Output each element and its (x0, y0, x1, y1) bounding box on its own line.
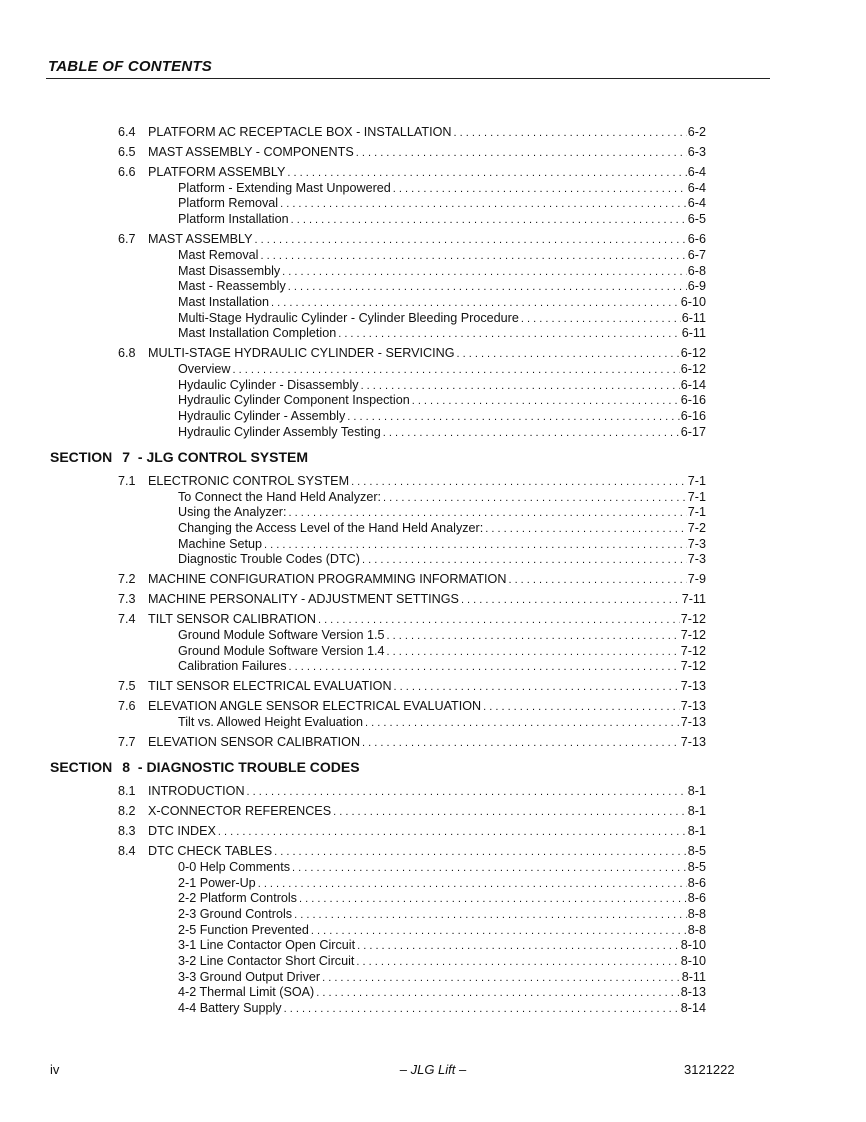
toc-entry-title: 3-3 Ground Output Driver (178, 969, 321, 984)
toc-entry-number: 7.1 (118, 473, 136, 488)
dot-leader (258, 876, 687, 892)
toc-entry-page: 7-12 (680, 643, 706, 658)
toc-entry-title: Diagnostic Trouble Codes (DTC) (178, 552, 360, 567)
toc-entry[interactable] (118, 843, 706, 860)
dot-leader (271, 295, 680, 311)
toc-entry-number: 8.2 (118, 804, 136, 819)
toc-subentry[interactable] (178, 984, 706, 1001)
dot-leader (361, 378, 680, 394)
toc-entry-page: 7-2 (687, 520, 706, 535)
toc-subentry[interactable] (178, 906, 706, 923)
toc-entry-page: 7-3 (687, 536, 706, 551)
toc-entry-page: 8-11 (681, 969, 706, 984)
toc-entry-title: Hydraulic Cylinder Component Inspection (178, 393, 410, 408)
toc-entry-title: TILT SENSOR ELECTRICAL EVALUATION (148, 679, 392, 694)
toc-entry-page: 8-6 (687, 875, 706, 890)
toc-entry-number: 7.6 (118, 699, 136, 714)
toc-subentry[interactable] (178, 504, 706, 521)
toc-entry-page: 7-9 (687, 572, 706, 587)
toc-entry-title: To Connect the Hand Held Analyzer: (178, 489, 382, 504)
dot-leader (318, 612, 680, 628)
toc-subentry[interactable] (178, 424, 706, 441)
dot-leader (383, 425, 680, 441)
dot-leader (311, 923, 687, 939)
dot-leader (347, 409, 680, 425)
toc-entry[interactable] (118, 803, 706, 820)
dot-leader (247, 784, 687, 800)
toc-subentry[interactable] (178, 859, 706, 876)
dot-leader (289, 505, 687, 521)
toc-entry-page: 7-13 (680, 699, 706, 714)
footer-document-number: 3121222 (684, 1062, 735, 1077)
toc-entry-number: 6.4 (118, 125, 136, 139)
toc-subentry[interactable] (178, 658, 706, 675)
toc-subentry[interactable] (178, 361, 706, 378)
toc-subentry[interactable] (178, 489, 706, 506)
toc-subentry[interactable] (178, 278, 706, 295)
dot-leader (218, 824, 687, 840)
toc-entry-page: 7-1 (687, 505, 706, 520)
toc-subentry[interactable] (178, 180, 706, 197)
dot-leader (387, 628, 680, 644)
toc-entry-title: DTC CHECK TABLES (148, 844, 273, 859)
dot-leader (457, 346, 680, 362)
toc-entry-number: 7.5 (118, 679, 136, 694)
footer-title: – JLG Lift – (399, 1062, 467, 1077)
toc-subentry[interactable] (178, 922, 706, 939)
toc-entry-title: 2-1 Power-Up (178, 875, 256, 890)
toc-entry-title: Multi-Stage Hydraulic Cylinder - Cylinder Bleeding Procedure (178, 310, 519, 325)
toc-subentry[interactable] (178, 551, 706, 568)
toc-entry-page: 8-14 (680, 1001, 706, 1016)
toc-entry-number: 7.2 (118, 572, 136, 587)
toc-entry-number: 8.1 (118, 784, 136, 799)
toc-entry-page: 8-6 (687, 891, 706, 906)
dot-leader (362, 552, 687, 568)
toc-entry[interactable] (118, 231, 706, 248)
dot-leader (351, 474, 687, 490)
toc-entry-number: 8.4 (118, 844, 136, 859)
toc-entry-title: MACHINE CONFIGURATION PROGRAMMING INFORMATION (148, 572, 507, 587)
toc-entry-title: Mast Removal (178, 247, 259, 262)
toc-entry-page: 7-13 (680, 735, 706, 750)
dot-leader (284, 1001, 680, 1017)
dot-leader (294, 907, 687, 923)
toc-entry-title: Mast Installation Completion (178, 326, 337, 341)
toc-entry-title: PLATFORM ASSEMBLY (148, 165, 286, 179)
toc-entry-title: MAST ASSEMBLY (148, 232, 253, 247)
toc-entry-page: 8-13 (680, 985, 706, 1000)
dot-leader (288, 279, 687, 295)
dot-leader (362, 735, 680, 751)
toc-entry-title: Hydaulic Cylinder - Disassembly (178, 377, 359, 392)
toc-entry-page: 8-8 (687, 906, 706, 921)
toc-entry-title: MULTI-STAGE HYDRAULIC CYLINDER - SERVICING (148, 346, 455, 361)
toc-entry-title: 3-2 Line Contactor Short Circuit (178, 954, 355, 968)
toc-entry-number: 6.5 (118, 145, 136, 159)
toc-entry-page: 6-11 (681, 326, 706, 341)
toc-entry-page: 7-12 (680, 612, 706, 627)
section-label: SECTION (50, 759, 113, 776)
toc-entry-page: 6-8 (687, 263, 706, 278)
toc-entry-title: 2-5 Function Prevented (178, 922, 309, 937)
toc-entry-page: 6-12 (680, 362, 706, 376)
toc-entry[interactable] (118, 164, 706, 181)
toc-entry-page: 7-1 (687, 489, 706, 504)
dot-leader (292, 860, 687, 876)
toc-entry-page: 8-1 (687, 784, 706, 799)
toc-entry-title: Overview (178, 362, 231, 376)
dot-leader (260, 248, 686, 264)
toc-subentry[interactable] (178, 1000, 706, 1017)
toc-entry-title: Changing the Access Level of the Hand Held Analyzer: (178, 520, 484, 535)
toc-entry-page: 6-4 (687, 165, 706, 179)
toc-entry-page: 6-17 (680, 424, 706, 439)
toc-entry-number: 7.4 (118, 612, 136, 627)
toc-entry-title: 2-3 Ground Controls (178, 906, 293, 921)
toc-entry[interactable] (118, 698, 706, 715)
toc-entry-title: Hydraulic Cylinder - Assembly (178, 409, 346, 424)
dot-leader (453, 125, 686, 141)
toc-subentry[interactable] (178, 310, 706, 327)
toc-entry-number: 6.6 (118, 165, 136, 179)
toc-entry-title: Ground Module Software Version 1.4 (178, 643, 385, 658)
section-heading (50, 759, 360, 775)
toc-entry-number: 8.3 (118, 824, 136, 839)
dot-leader (287, 165, 686, 181)
toc-entry-title: 4-2 Thermal Limit (SOA) (178, 985, 315, 1000)
dot-leader (289, 659, 680, 675)
toc-entry-title: Mast - Reassembly (178, 279, 286, 294)
toc-subentry[interactable] (178, 247, 706, 264)
toc-entry-title: ELEVATION ANGLE SENSOR ELECTRICAL EVALUATION (148, 699, 482, 714)
toc-entry-page: 6-11 (681, 310, 706, 325)
toc-entry-title: Hydraulic Cylinder Assembly Testing (178, 424, 381, 439)
toc-entry[interactable] (118, 473, 706, 490)
dot-leader (521, 311, 681, 327)
toc-entry[interactable] (118, 571, 706, 588)
toc-subentry[interactable] (178, 627, 706, 644)
toc-entry-page: 6-9 (687, 279, 706, 294)
dot-leader (461, 592, 681, 608)
toc-entry-page: 6-12 (680, 346, 706, 361)
toc-entry-title: Mast Installation (178, 294, 269, 309)
section-title: - DIAGNOSTIC TROUBLE CODES (134, 759, 360, 776)
toc-entry-title: ELEVATION SENSOR CALIBRATION (148, 735, 361, 750)
toc-entry[interactable] (118, 144, 706, 161)
dot-leader (357, 938, 680, 954)
dot-leader (338, 326, 681, 342)
toc-entry-page: 6-7 (687, 247, 706, 262)
dot-leader (508, 572, 686, 588)
dot-leader (255, 232, 687, 248)
toc-entry-title: Platform Removal (178, 196, 279, 211)
toc-entry-page: 8-5 (687, 844, 706, 859)
toc-entry-title: 3-1 Line Contactor Open Circuit (178, 938, 356, 953)
toc-subentry[interactable] (178, 520, 706, 537)
toc-entry[interactable] (118, 611, 706, 628)
toc-entry-page: 7-11 (681, 592, 706, 607)
footer-page-number: iv (50, 1062, 60, 1077)
toc-entry-page: 8-5 (687, 859, 706, 874)
toc-entry[interactable] (118, 124, 706, 141)
toc-entry-number: 6.7 (118, 232, 136, 247)
toc-entry-number: 6.8 (118, 346, 136, 361)
toc-entry-title: Machine Setup (178, 536, 263, 551)
dot-leader (485, 521, 687, 537)
dot-leader (365, 715, 680, 731)
toc-entry-page: 7-13 (680, 715, 706, 730)
section-label: SECTION (50, 448, 113, 465)
toc-entry-page: 7-13 (680, 679, 706, 694)
toc-entry-page: 7-12 (680, 659, 706, 674)
toc-entry-page: 6-6 (687, 232, 706, 247)
toc-entry-title: TILT SENSOR CALIBRATION (148, 612, 316, 627)
dot-leader (387, 644, 680, 660)
dot-leader (274, 844, 687, 860)
toc-subentry[interactable] (178, 714, 706, 731)
toc-subentry[interactable] (178, 969, 706, 986)
toc-entry-title: X-CONNECTOR REFERENCES (148, 804, 332, 819)
toc-entry-title: 2-2 Platform Controls (178, 891, 297, 906)
toc-entry-title: 0-0 Help Comments (178, 859, 290, 874)
toc-entry-page: 8-8 (687, 922, 706, 937)
toc-entry-title: 4-4 Battery Supply (178, 1001, 282, 1016)
toc-entry-page: 8-10 (680, 938, 706, 953)
dot-leader (383, 490, 687, 506)
dot-leader (299, 891, 687, 907)
toc-entry-title: Ground Module Software Version 1.5 (178, 628, 385, 642)
toc-subentry[interactable] (178, 536, 706, 553)
toc-subentry[interactable] (178, 377, 706, 394)
toc-entry-page: 6-4 (687, 196, 706, 211)
toc-subentry[interactable] (178, 408, 706, 425)
dot-leader (280, 196, 687, 212)
toc-entry[interactable] (118, 823, 706, 840)
toc-subentry[interactable] (178, 890, 706, 907)
toc-subentry[interactable] (178, 294, 706, 311)
dot-leader (316, 985, 680, 1001)
toc-entry-title: DTC INDEX (148, 824, 216, 839)
dot-leader (483, 699, 680, 715)
toc-entry-page: 6-16 (680, 393, 706, 408)
toc-entry-page: 7-3 (687, 552, 706, 567)
toc-entry-number: 7.3 (118, 592, 136, 607)
toc-entry-page: 8-1 (687, 824, 706, 839)
toc-entry-title: ELECTRONIC CONTROL SYSTEM (148, 473, 350, 488)
toc-entry-title: INTRODUCTION (148, 784, 245, 799)
dot-leader (393, 181, 687, 197)
dot-leader (322, 970, 681, 986)
toc-entry-title: MACHINE PERSONALITY - ADJUSTMENT SETTINGS (148, 592, 459, 607)
dot-leader (333, 804, 687, 820)
dot-leader (412, 393, 680, 409)
dot-leader (232, 362, 679, 378)
toc-subentry[interactable] (178, 263, 706, 280)
toc-entry-page: 8-1 (687, 804, 706, 819)
toc-subentry[interactable] (178, 643, 706, 660)
toc-entry-title: MAST ASSEMBLY - COMPONENTS (148, 145, 354, 159)
toc-entry-title: Platform Installation (178, 212, 289, 227)
toc-entry[interactable] (118, 783, 706, 800)
toc-entry[interactable] (118, 734, 706, 751)
toc-entry[interactable] (118, 345, 706, 362)
toc-entry-page: 6-14 (680, 377, 706, 392)
toc-subentry[interactable] (178, 937, 706, 954)
page-header-title: TABLE OF CONTENTS (48, 58, 212, 75)
section-number: 8 (122, 759, 131, 776)
toc-entry-number: 7.7 (118, 735, 136, 750)
toc-entry-page: 7-1 (687, 473, 706, 488)
toc-entry-page: 7-12 (680, 628, 706, 642)
toc-entry[interactable] (118, 678, 706, 695)
dot-leader (264, 537, 687, 553)
section-heading (50, 449, 308, 465)
dot-leader (356, 954, 679, 970)
toc-entry-page: 6-16 (680, 409, 706, 424)
toc-entry-page: 6-5 (687, 212, 706, 227)
toc-entry-title: Using the Analyzer: (178, 505, 287, 520)
dot-leader (356, 145, 687, 161)
dot-leader (394, 679, 680, 695)
toc-entry-title: Tilt vs. Allowed Height Evaluation (178, 715, 364, 730)
dot-leader (282, 264, 687, 280)
toc-entry-title: Calibration Failures (178, 659, 287, 674)
toc-entry-title: PLATFORM AC RECEPTACLE BOX - INSTALLATION (148, 125, 452, 139)
toc-entry-page: 6-4 (687, 180, 706, 195)
toc-subentry[interactable] (178, 195, 706, 212)
toc-entry-page: 6-2 (687, 125, 706, 139)
toc-entry-title: Mast Disassembly (178, 263, 281, 278)
toc-subentry[interactable] (178, 953, 706, 970)
toc-entry-page: 6-10 (680, 294, 706, 309)
toc-entry[interactable] (118, 591, 706, 608)
toc-subentry[interactable] (178, 325, 706, 342)
toc-entry-page: 6-3 (687, 145, 706, 159)
section-number: 7 (122, 448, 131, 465)
toc-entry-page: 8-10 (680, 954, 706, 968)
section-title: - JLG CONTROL SYSTEM (134, 448, 309, 465)
toc-entry-title: Platform - Extending Mast Unpowered (178, 180, 391, 195)
toc-subentry[interactable] (178, 875, 706, 892)
dot-leader (291, 212, 687, 228)
toc-subentry[interactable] (178, 392, 706, 409)
toc-subentry[interactable] (178, 211, 706, 228)
